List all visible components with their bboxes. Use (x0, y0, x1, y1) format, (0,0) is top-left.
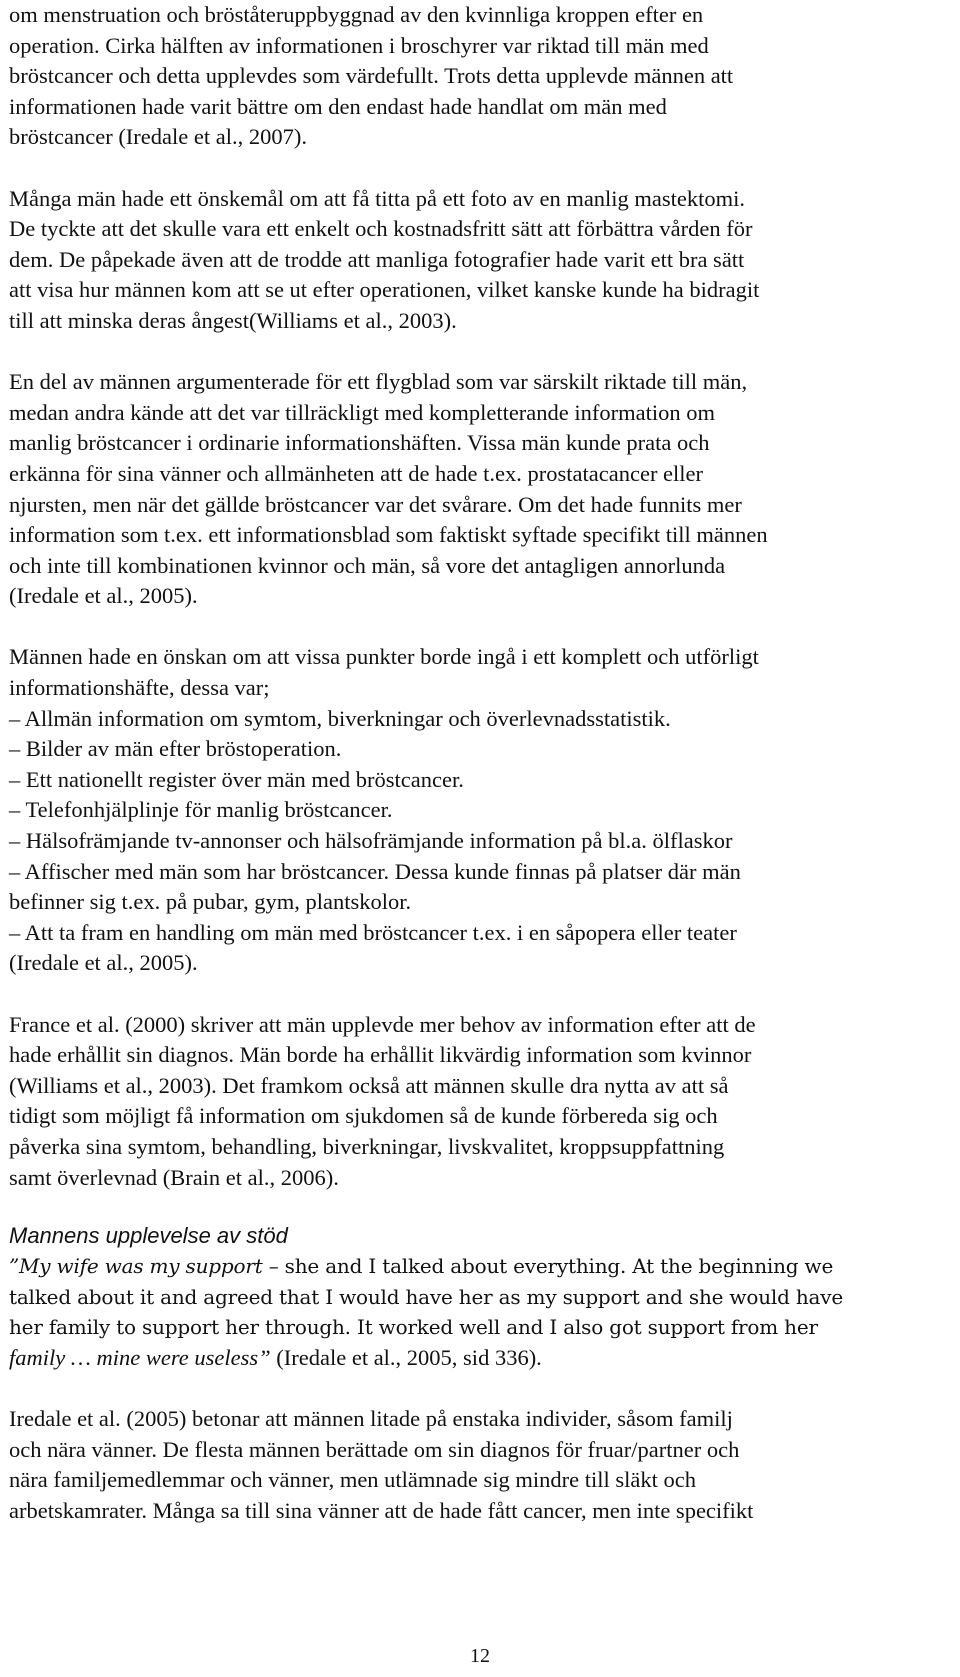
text-line: samt överlevnad (Brain et al., 2006). (9, 1164, 339, 1190)
text-line: tidigt som möjligt få information om sjukdomen så de kunde förbereda sig och (9, 1103, 718, 1129)
quote-line: her family to support her through. It worked well and I also got support from her (9, 1315, 818, 1340)
list-item: – Att ta fram en handling om män med bröstcancer t.ex. i en såpopera eller teater (9, 919, 737, 945)
text-line: De tyckte att det skulle vara ett enkelt och kostnadsfritt sätt att förbättra vården för (9, 216, 753, 242)
text-line: befinner sig t.ex. på pubar, gym, plantskolor. (9, 889, 412, 915)
text-line: (Williams et al., 2003). Det framkom också att männen skulle dra nytta av att så (9, 1072, 729, 1098)
text-line: nära familjemedlemmar och vänner, men utlämnade sig mindre till släkt och (9, 1467, 696, 1493)
text-line: medan andra kände att det var tillräckligt med kompletterande information om (9, 399, 716, 425)
quote-text: she and I talked about everything. At the beginning we (278, 1254, 834, 1279)
text-line: (Iredale et al., 2005). (9, 950, 198, 976)
paragraph-4 (9, 642, 939, 979)
paragraph-1 (9, 0, 939, 153)
list-item: – Hälsofrämjande tv-annonser och hälsofrämjande information på bl.a. ölflaskor (9, 828, 733, 854)
list-item: – Telefonhjälplinje för manlig bröstcancer. (9, 797, 393, 823)
text-line: om menstruation och bröståteruppbyggnad av den kvinnliga kroppen efter en (9, 2, 704, 27)
text-line: arbetskamrater. Många sa till sina vänner att de hade fått cancer, men inte specifikt (9, 1497, 754, 1523)
text-line: påverka sina symtom, behandling, biverkningar, livskvalitet, kroppsuppfattning (9, 1133, 725, 1159)
text-line: Många män hade ett önskemål om att få titta på ett foto av en manlig mastektomi. (9, 185, 746, 211)
text-line: bröstcancer (Iredale et al., 2007). (9, 124, 307, 150)
section-heading: Mannens upplevelse av stöd (9, 1223, 288, 1249)
text-line: att visa hur männen kom att se ut efter operationen, vilket kanske kunde ha bidragit (9, 277, 760, 303)
text-line: Männen hade en önskan om att vissa punkter borde ingå i ett komplett och utförligt (9, 644, 759, 670)
text-line: erkänna för sina vänner och allmänheten att de hade t.ex. prostatacancer eller (9, 460, 704, 486)
list-item: – Affischer med män som har bröstcancer. Dessa kunde finnas på platser där män (9, 858, 741, 884)
quote-line (9, 1251, 939, 1282)
quote-line: talked about it and agreed that I would have her as my support and she would have (9, 1284, 843, 1309)
paragraph-2 (9, 184, 939, 337)
text-line: informationen hade varit bättre om den endast hade handlat om män med (9, 93, 667, 119)
paragraph-5 (9, 1010, 939, 1194)
citation: (Iredale et al., 2005, sid 336). (270, 1344, 542, 1370)
text-line: bröstcancer och detta upplevdes som värdefullt. Trots detta upplevde männen att (9, 63, 734, 89)
text-line: till att minska deras ångest(Williams et al., 2003). (9, 307, 457, 333)
document-page (9, 0, 939, 1527)
text-line: En del av männen argumenterade för ett flygblad som var särskilt riktade till män, (9, 369, 748, 395)
page-number: 12 (470, 1645, 490, 1667)
paragraph-3 (9, 367, 939, 612)
text-line: njursten, men när det gällde bröstcancer var det svårare. Om det hade funnits mer (9, 491, 742, 517)
text-line: information som t.ex. ett informationsblad som faktiskt syftade specifikt till männen (9, 522, 768, 548)
text-line: hade erhållit sin diagnos. Män borde ha erhållit likvärdig information som kvinnor (9, 1042, 752, 1068)
quote-block (9, 1251, 939, 1373)
text-line: operation. Cirka hälften av informationen i broschyrer var riktad till män med (9, 32, 709, 58)
list-item: – Allmän information om symtom, biverkningar och överlevnadsstatistik. (9, 705, 671, 731)
quote-italic: family … mine were useless” (9, 1344, 271, 1370)
text-line: och nära vänner. De flesta männen berättade om sin diagnos för fruar/partner och (9, 1436, 740, 1462)
text-line: (Iredale et al., 2005). (9, 583, 198, 609)
text-line: France et al. (2000) skriver att män upplevde mer behov av information efter att de (9, 1011, 756, 1037)
text-line: informationshäfte, dessa var; (9, 675, 270, 701)
text-line: manlig bröstcancer i ordinarie informationshäften. Vissa män kunde prata och (9, 430, 710, 456)
list-item: – Ett nationellt register över män med bröstcancer. (9, 766, 464, 792)
quote-line (9, 1343, 939, 1374)
text-line: Iredale et al. (2005) betonar att männen litade på enstaka individer, såsom familj (9, 1406, 733, 1432)
text-line: och inte till kombinationen kvinnor och män, så vore det antagligen annorlunda (9, 552, 726, 578)
text-line: dem. De påpekade även att de trodde att manliga fotografier hade varit ett bra sätt (9, 246, 745, 272)
list-item: – Bilder av män efter bröstoperation. (9, 736, 342, 762)
paragraph-6 (9, 1404, 939, 1526)
quote-italic: ”My wife was my support – (9, 1254, 279, 1279)
